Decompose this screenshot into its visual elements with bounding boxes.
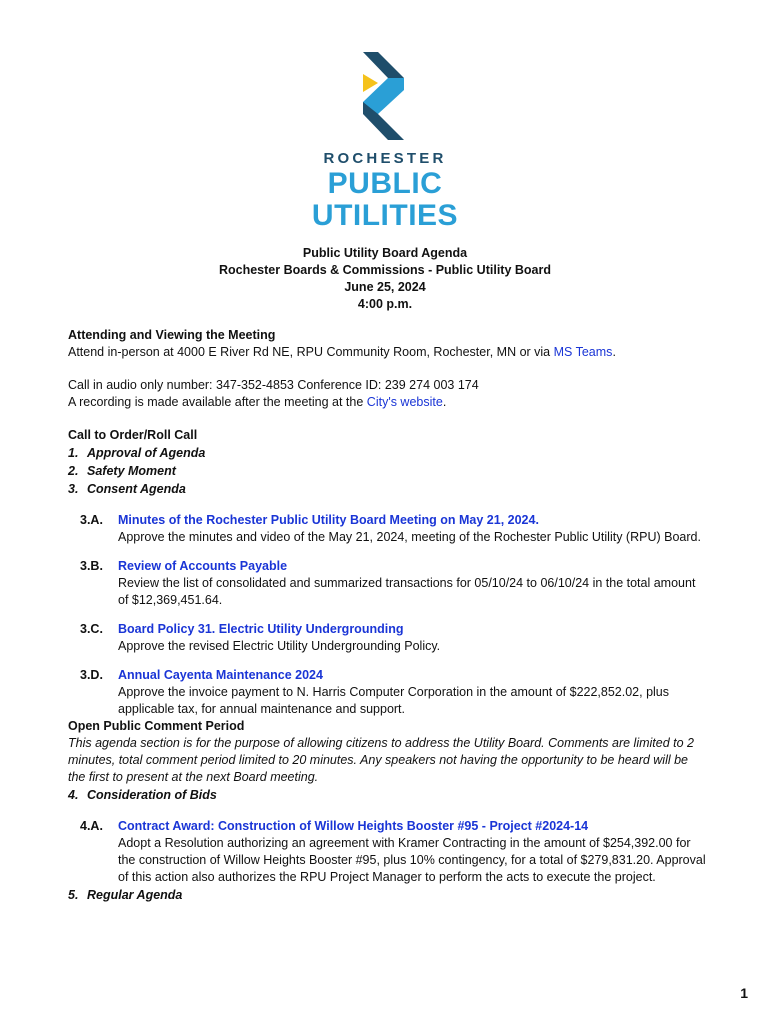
agenda-subtitle: Rochester Boards & Commissions - Public Utility Board [218, 263, 551, 277]
agenda-item-4: 4. Consideration of Bids [68, 788, 217, 802]
logo-word-utilities: UTILITIES [311, 199, 459, 232]
page-number: 1 [740, 985, 748, 1001]
consent-item-3d: 3.D. Annual Cayenta Maintenance 2024 Approve the invoice payment to N. Harris Computer Corporation in the amount of $222,852.02, plus applicable tax, for annual maintenance and support. [68, 667, 708, 718]
city-website-link[interactable]: City's website [366, 395, 443, 409]
call-to-order: Call to Order/Roll Call [68, 428, 198, 442]
agenda-body [68, 327, 708, 905]
attending-text: Attend in-person at 4000 E River Rd NE, RPU Community Room, Rochester, MN or via MS Teams. [68, 345, 616, 359]
consent-item-3c-link[interactable]: Board Policy 31. Electric Utility Undergrounding [118, 622, 404, 636]
agenda-list-4 [68, 787, 708, 804]
consent-item-3d-link[interactable]: Annual Cayenta Maintenance 2024 [118, 668, 323, 682]
agenda-title: Public Utility Board Agenda [302, 246, 468, 260]
ms-teams-link[interactable]: MS Teams [553, 345, 613, 359]
recording-text: A recording is made available after the meeting at the City's website. [68, 395, 447, 409]
agenda-item-5: 5. Regular Agenda [68, 888, 183, 902]
agenda-header [0, 245, 770, 313]
agenda-list-5 [68, 887, 708, 904]
bid-item-4a: 4.A. Contract Award: Construction of Willow Heights Booster #95 - Project #2024-14 Adopt a Resolution authorizing an agreement with Kramer Contracting in the amount of $254,392.00 for the construction of Willow Heights Booster #95, plus 10% contingency, for a total of $279,831.20. Approval of this action also authorizes the RPU Project Manager to perform the acts to execute the project. [68, 818, 708, 886]
public-comment-heading: Open Public Comment Period [68, 719, 245, 733]
agenda-item-1: 1. Approval of Agenda [68, 446, 206, 460]
logo-word-rochester: ROCHESTER [323, 150, 447, 167]
agenda-date: June 25, 2024 [344, 280, 426, 294]
agenda-item-2: 2. Safety Moment [68, 464, 176, 478]
attending-heading: Attending and Viewing the Meeting [68, 328, 276, 342]
rpu-logo-mark [360, 52, 410, 140]
consent-item-3b-link[interactable]: Review of Accounts Payable [118, 559, 288, 573]
consent-item-3c-desc: Approve the revised Electric Utility Undergrounding Policy. [118, 639, 441, 653]
agenda-time: 4:00 p.m. [357, 297, 413, 311]
consent-item-3a-link[interactable]: Minutes of the Rochester Public Utility Board Meeting on May 21, 2024. [118, 513, 539, 527]
callin-text: Call in audio only number: 347-352-4853 Conference ID: 239 274 003 174 [68, 378, 479, 392]
public-comment-text: This agenda section is for the purpose of allowing citizens to address the Utility Board. Comments are limited to 2 minutes, total comment period limited to 20 minutes. Any speakers not having the opportunity to be heard will be the first to present at the next Board meeting. [68, 736, 695, 784]
consent-item-3a-desc: Approve the minutes and video of the May 21, 2024, meeting of the Rochester Public Utility (RPU) Board. [118, 530, 701, 544]
agenda-list [68, 445, 708, 498]
consent-item-3b-desc: Review the list of consolidated and summarized transactions for 05/10/24 to 06/10/24 in the total amount of $12,369,451.64. [118, 576, 696, 607]
bid-item-4a-desc: Adopt a Resolution authorizing an agreement with Kramer Contracting in the amount of $254,392.00 for the construction of Willow Heights Booster #95, plus 10% contingency, for a total of $279,831.20. Approval of this action also authorizes the RPU Project Manager to perform the acts to execute the project. [118, 836, 706, 884]
consent-item-3d-desc: Approve the invoice payment to N. Harris Computer Corporation in the amount of $222,852.02, plus applicable tax, for annual maintenance and support. [118, 685, 670, 716]
logo-word-public: PUBLIC [327, 167, 443, 200]
consent-item-3c: 3.C. Board Policy 31. Electric Utility Undergrounding Approve the revised Electric Utility Undergrounding Policy. [68, 621, 708, 655]
agenda-item-3: 3. Consent Agenda [68, 482, 186, 496]
consent-item-3b: 3.B. Review of Accounts Payable Review the list of consolidated and summarized transactions for 05/10/24 to 06/10/24 in the total amount of $12,369,451.64. [68, 558, 708, 609]
consent-item-3a: 3.A. Minutes of the Rochester Public Utility Board Meeting on May 21, 2024. Approve the minutes and video of the May 21, 2024, meeting of the Rochester Public Utility (RPU) Board. [68, 512, 708, 546]
rpu-logo [0, 52, 770, 231]
bid-item-4a-link[interactable]: Contract Award: Construction of Willow Heights Booster #95 - Project #2024-14 [118, 819, 589, 833]
